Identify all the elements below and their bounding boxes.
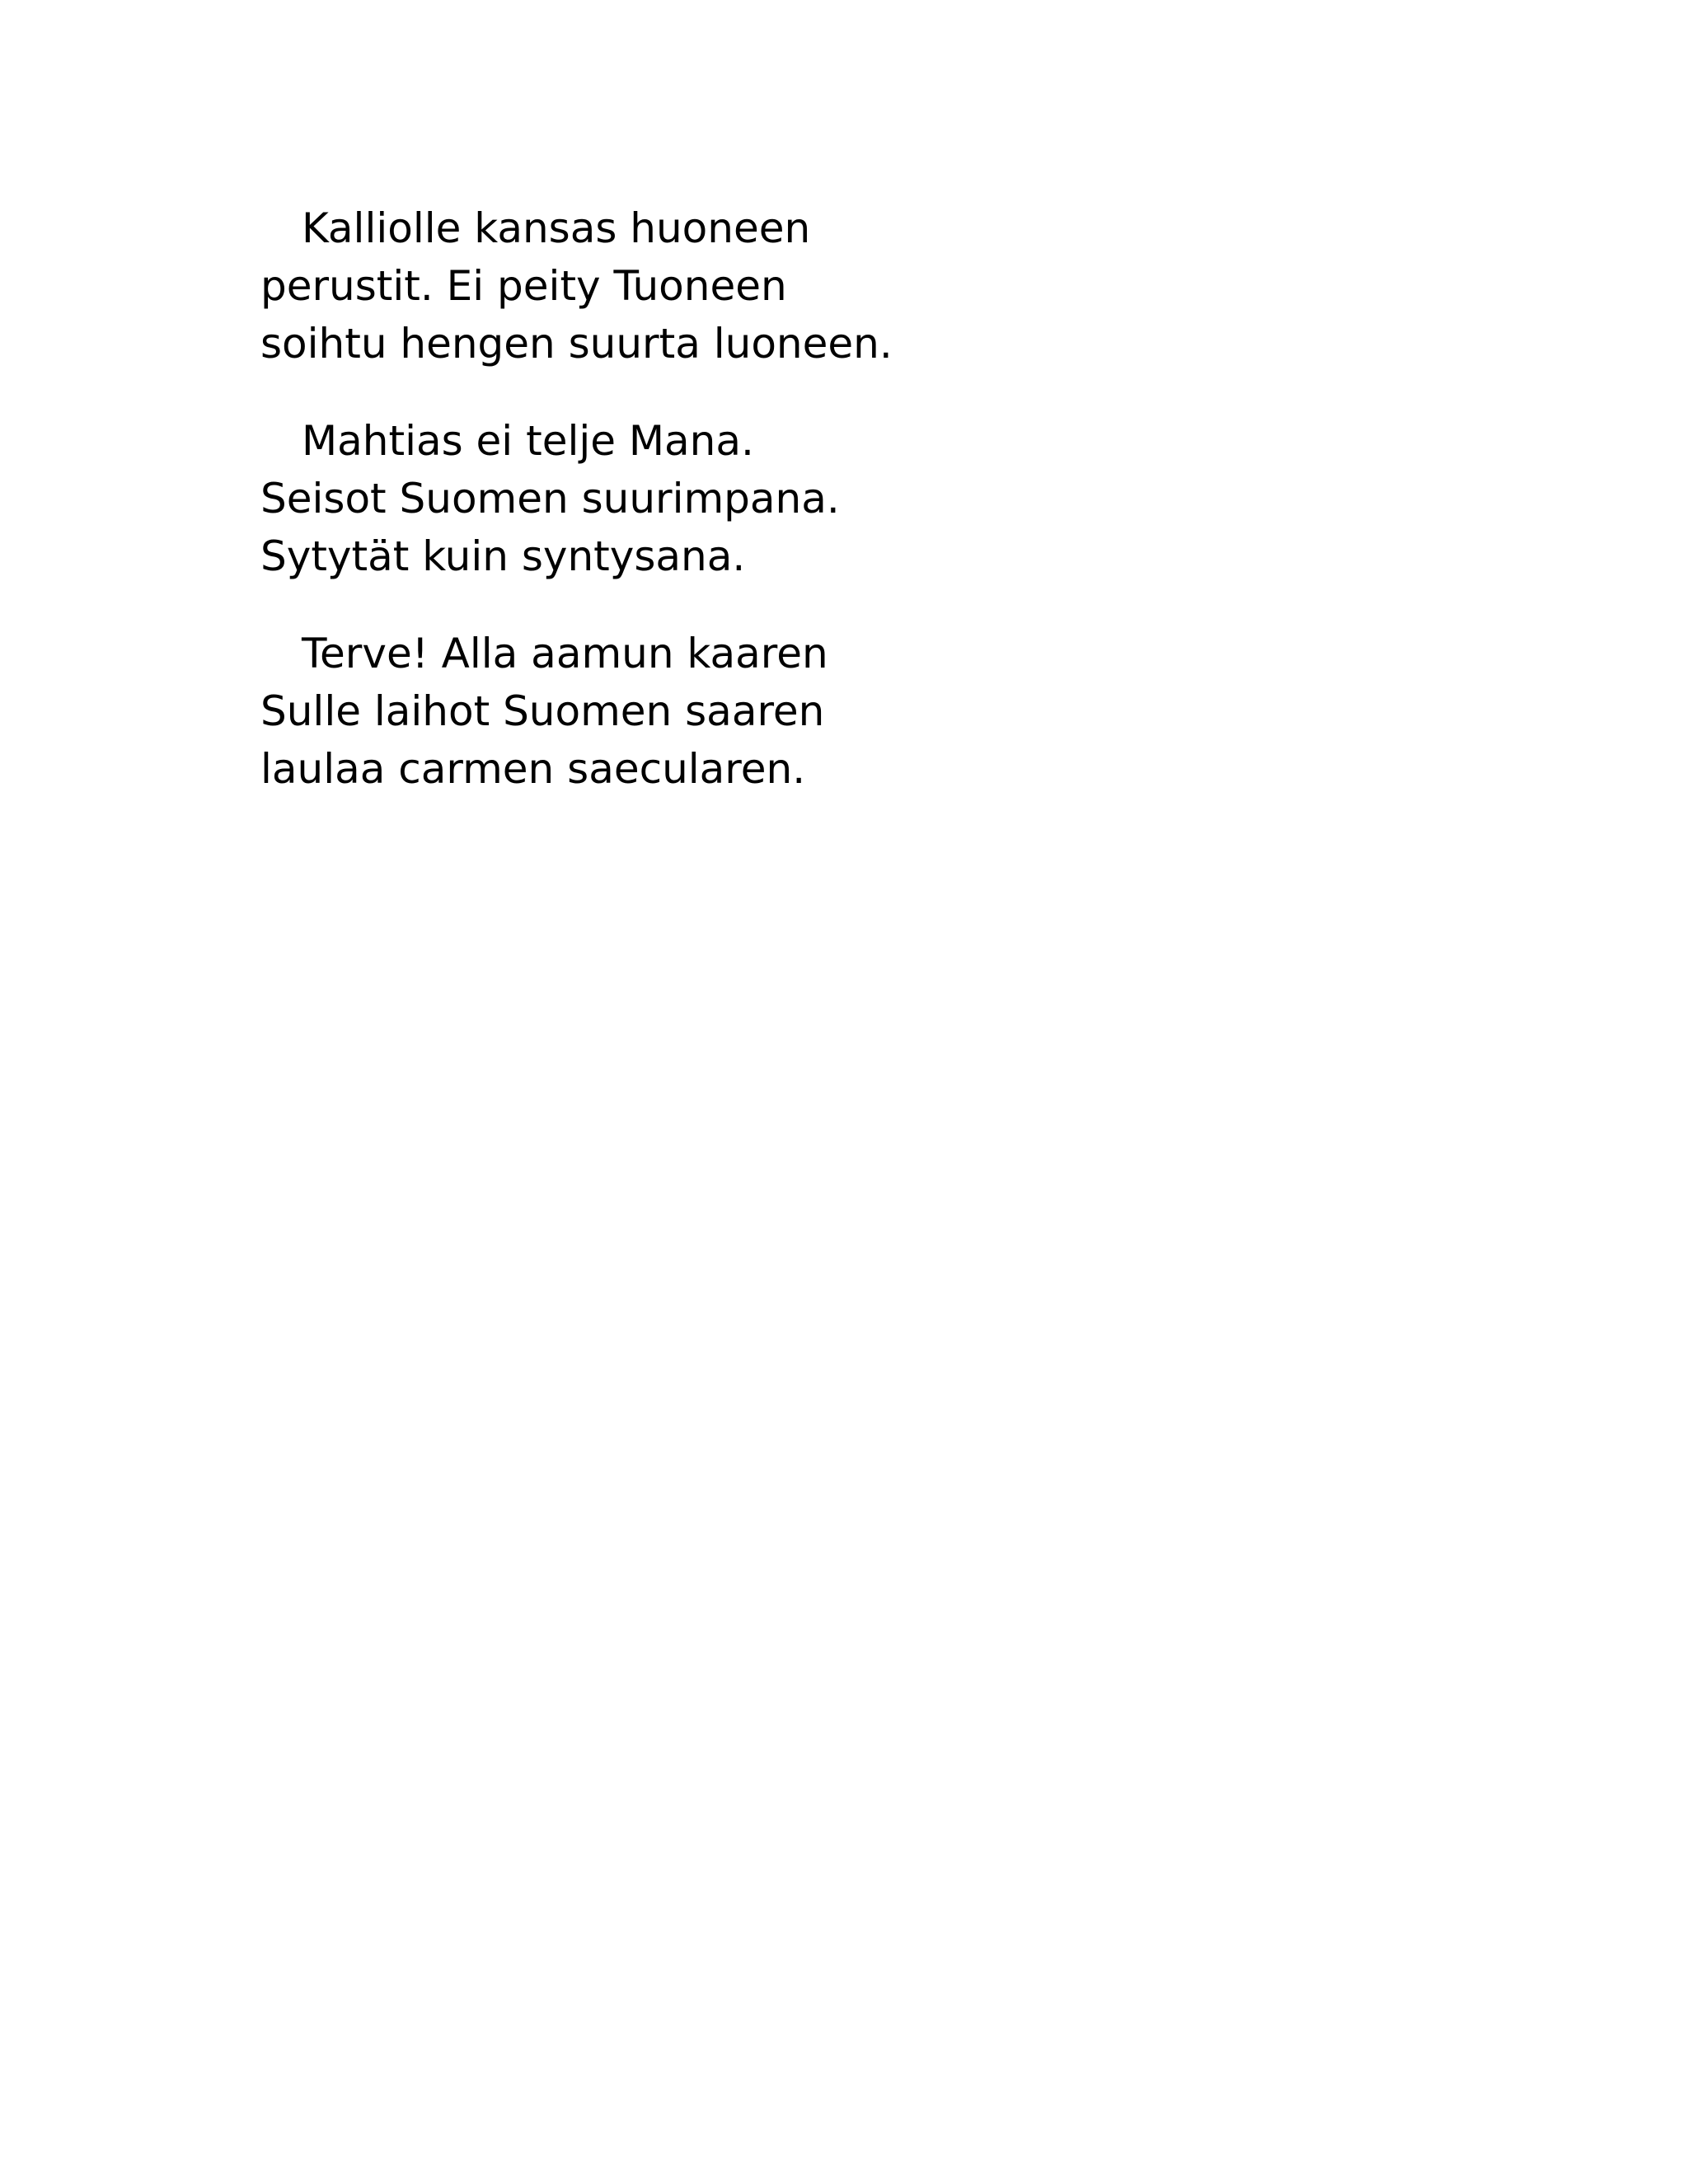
poem-line: Seisot Suomen suurimpana.	[260, 475, 840, 523]
poem-line: Sulle laihot Suomen saaren	[260, 687, 825, 735]
poem-line: laulaa carmen saecularen.	[260, 745, 806, 793]
stanza-1	[260, 199, 1332, 373]
poem-line: Sytytät kuin syntysana.	[260, 532, 746, 580]
stanza-3	[260, 625, 1332, 798]
poem-line: Terve! Alla aamun kaaren	[302, 630, 828, 677]
poem-line: Mahtias ei telje Mana.	[302, 417, 754, 465]
stanza-2	[260, 412, 1332, 585]
poem-line: perustit. Ei peity Tuoneen	[260, 262, 787, 310]
poem-line: soihtu hengen suurta luoneen.	[260, 320, 893, 368]
poem-text	[260, 199, 1332, 837]
poem-line: Kalliolle kansas huoneen	[302, 204, 811, 252]
